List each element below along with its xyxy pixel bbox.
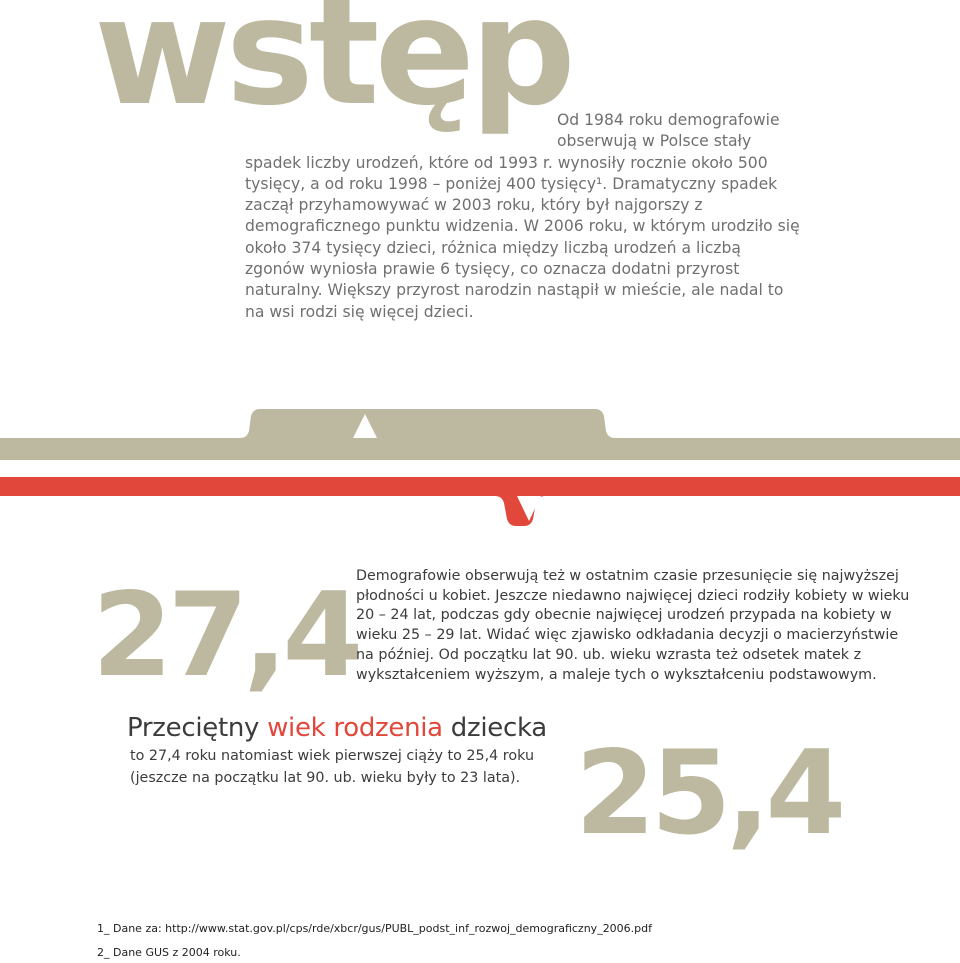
- stat-number-27-4: 27,4: [92, 568, 359, 703]
- intro-paragraph: [245, 110, 805, 323]
- footnote-1: 1_ Dane za: http://www.stat.gov.pl/cps/rde/xbcr/gus/PUBL_podst_inf_rozwoj_demograficzny_2006.pdf: [97, 922, 653, 935]
- heading-pre: Przeciętny: [127, 713, 268, 743]
- footnote-2: 2_ Dane GUS z 2004 roku.: [97, 946, 241, 959]
- beige-band: [0, 409, 960, 460]
- intro-body: spadek liczby urodzeń, które od 1993 r. wynosiły rocznie około 500 tysięcy, a od roku 1998 – poniżej 400 tysięcy¹. Dramatyczny spadek zaczął przyhamowywać w 2003 roku, który był najgorszy z demograficznego punktu widzenia. W 2006 roku, w którym urodziło się około 374 tysięcy dzieci, różnica między liczbą urodzeń a liczbą zgonów wyniosła prawie 6 tysięcy, co oznacza dodatni przyrost naturalny. Większy przyrost narodzin nastąpił w mieście, ale nadal to na wsi rodzi się więcej dzieci.: [245, 153, 800, 321]
- red-band: [0, 477, 960, 526]
- stat-paragraph: Demografowie obserwują też w ostatnim czasie przesunięcie się najwyższej płodności u kobiet. Jeszcze niedawno najwięcej dzieci rodziły kobiety w wieku 20 – 24 lat, podczas gdy obecnie najwięcej urodzeń przypada na kobiety w wieku 25 – 29 lat. Widać więc zjawisko odkładania decyzji o macierzyństwie na później. Od początku lat 90. ub. wieku wzrasta też odsetek matek z wykształceniem wyższym, a maleje tych o wykształceniu podstawowym.: [356, 568, 910, 683]
- intro-lead-line-2: obserwują w Polsce stały: [557, 132, 752, 151]
- stat-number-25-4: 25,4: [575, 726, 842, 861]
- heading-highlight: wiek rodzenia: [267, 713, 443, 743]
- section-heading: [127, 713, 547, 743]
- page-title: wstęp: [94, 0, 571, 138]
- intro-lead-line-1: Od 1984 roku demografowie: [557, 111, 780, 129]
- section-subtext: to 27,4 roku natomiast wiek pierwszej ciąży to 25,4 roku (jeszcze na początku lat 90. ub. wieku były to 23 lata).: [130, 748, 535, 786]
- tab-band-graphic: [0, 405, 960, 530]
- heading-post: dziecka: [442, 713, 547, 743]
